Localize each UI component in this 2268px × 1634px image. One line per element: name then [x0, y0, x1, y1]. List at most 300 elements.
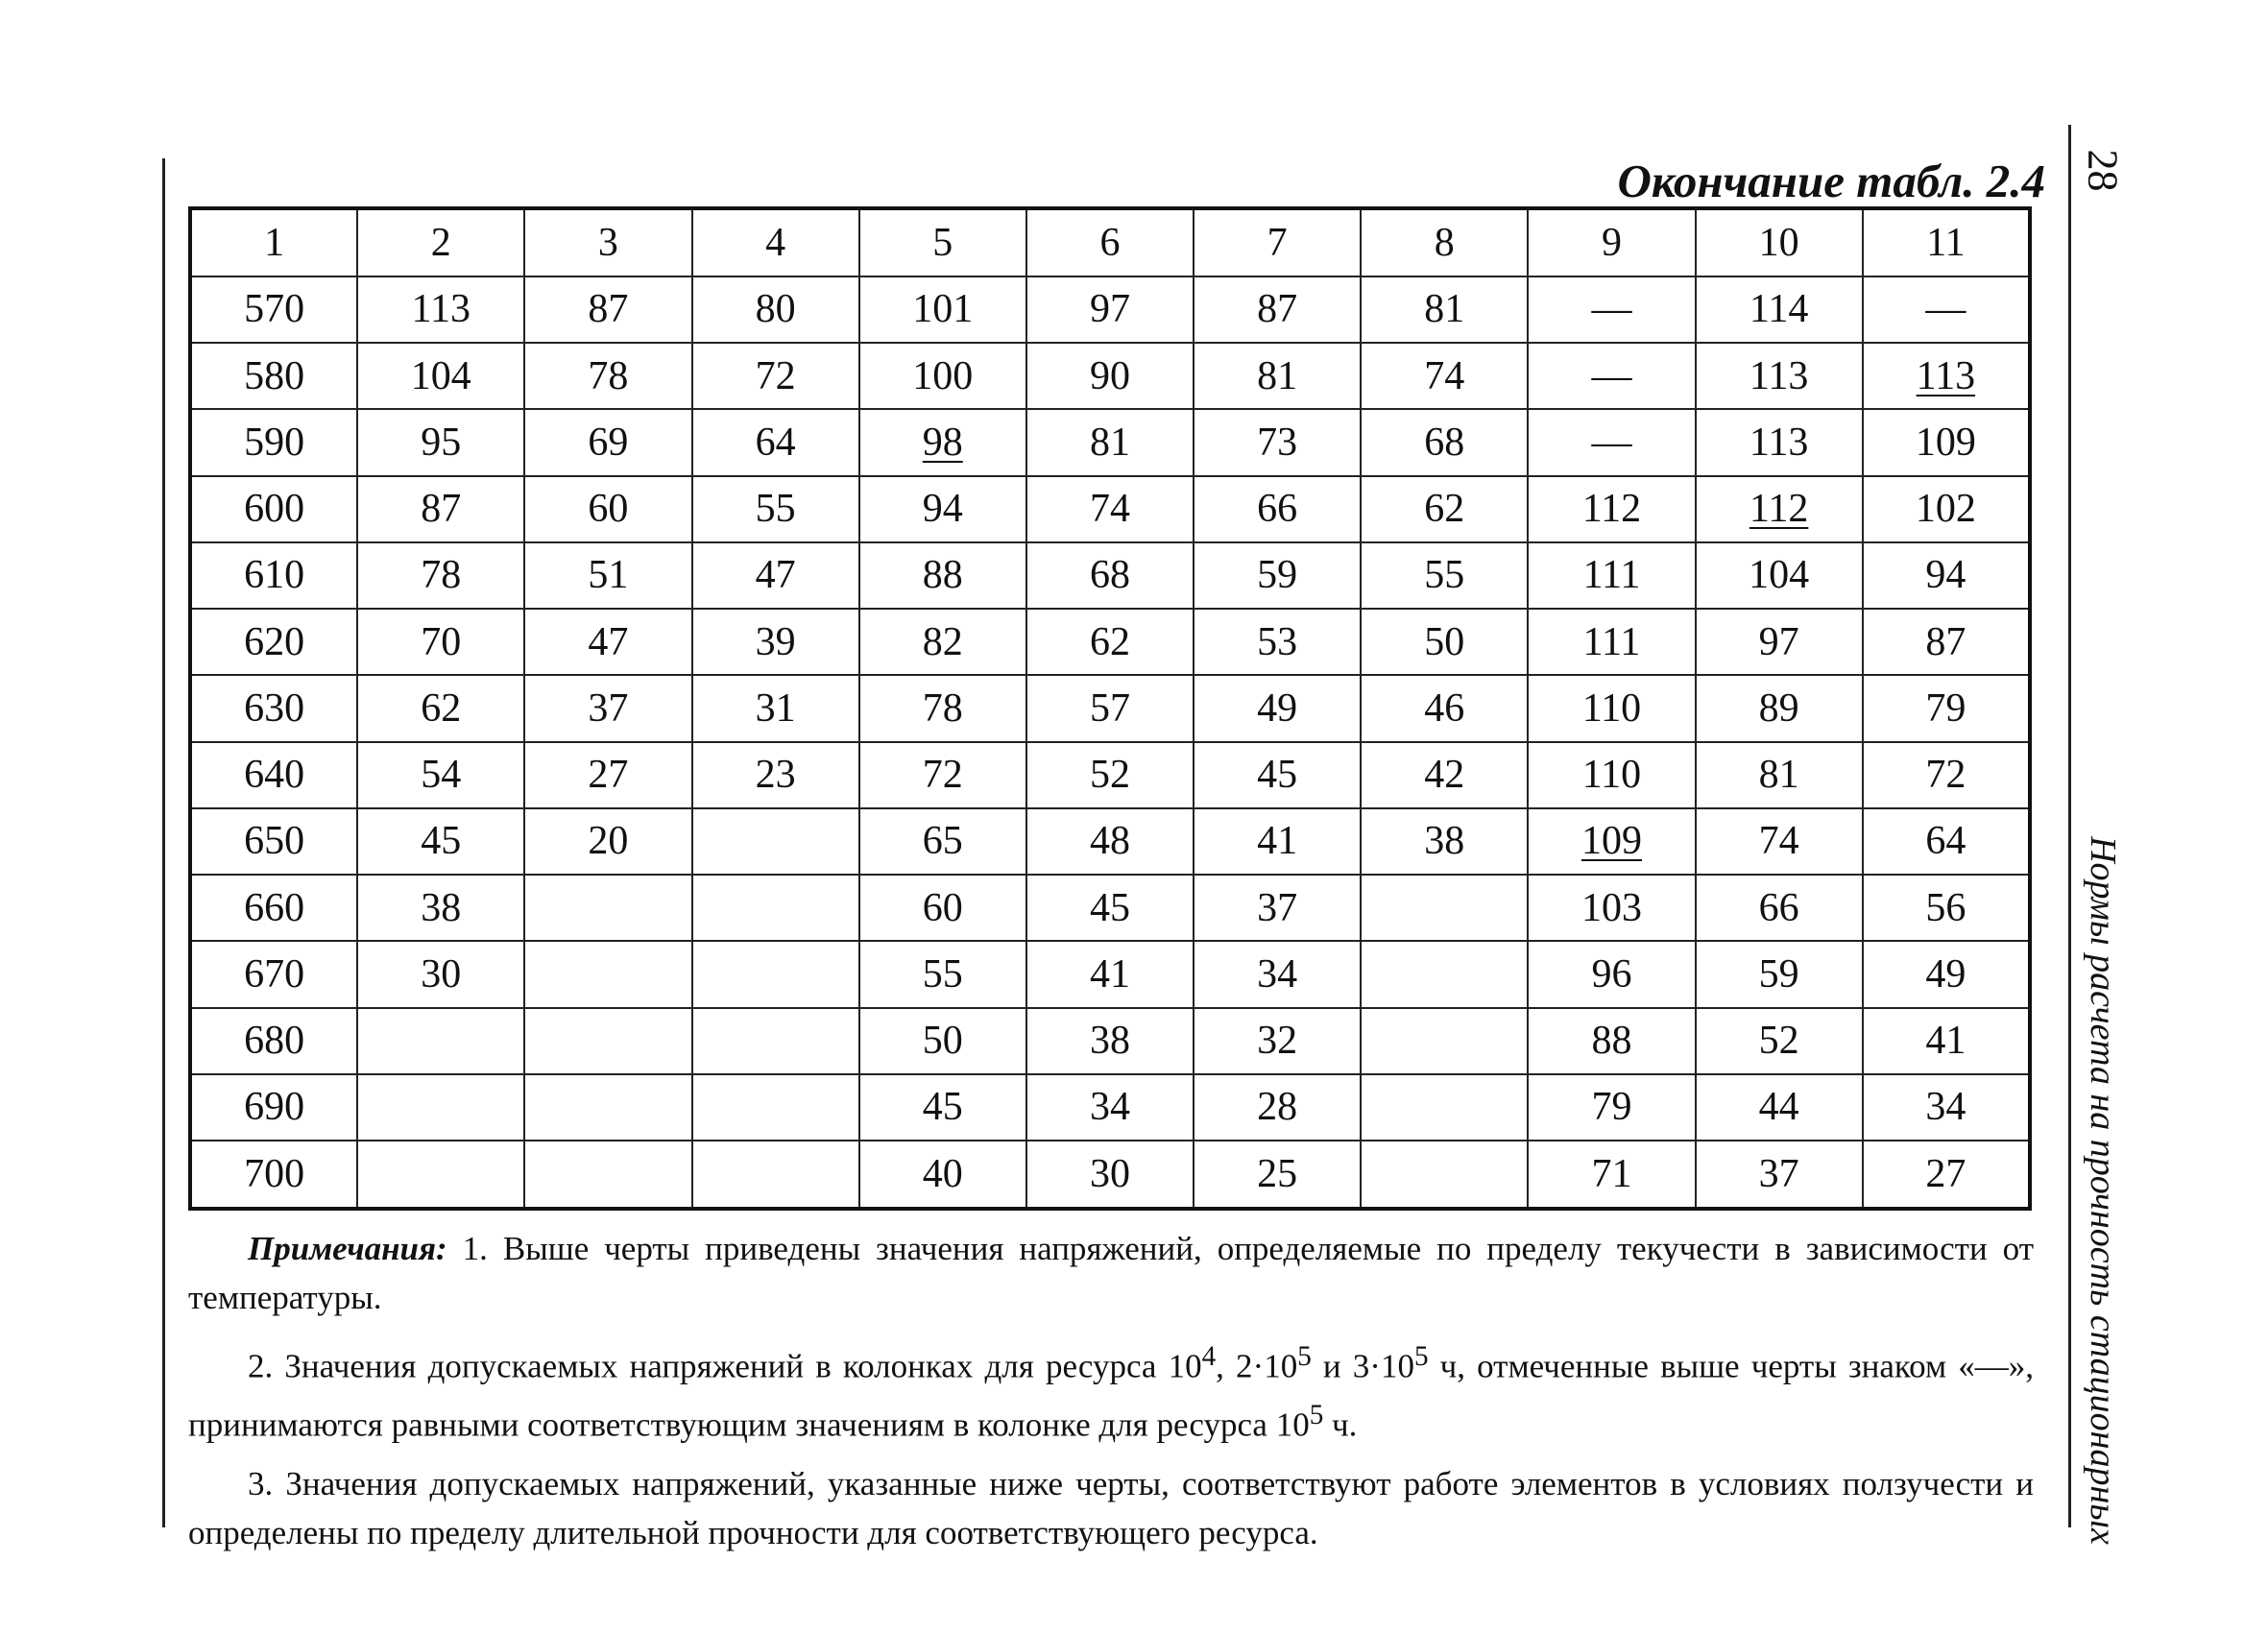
stress-cell	[859, 409, 1026, 475]
stress-cell	[692, 742, 859, 808]
temperature-cell	[190, 609, 357, 675]
left-margin-rule	[162, 158, 165, 1527]
stress-cell	[1194, 343, 1361, 409]
cell-value: 72	[922, 753, 963, 798]
stress-cell	[524, 1008, 691, 1074]
stress-cell	[1026, 675, 1194, 741]
cell-value: 69	[588, 420, 629, 465]
stress-cell	[357, 1141, 524, 1209]
temperature-cell	[190, 875, 357, 941]
table-row	[190, 609, 2030, 675]
stress-cell	[357, 542, 524, 609]
cell-value: 66	[1758, 885, 1799, 930]
cell-value: 104	[1749, 553, 1810, 598]
cell-value: 42	[1424, 753, 1465, 798]
cell-value: 49	[1257, 685, 1298, 731]
stress-cell	[1528, 675, 1695, 741]
stress-cell	[692, 675, 859, 741]
cell-value: 81	[1257, 353, 1298, 398]
stress-cell	[1696, 276, 1863, 343]
table-row	[190, 409, 2030, 475]
running-head	[2074, 836, 2132, 1545]
stress-cell	[1528, 476, 1695, 542]
cell-value: 78	[421, 553, 462, 598]
stress-cell	[1026, 742, 1194, 808]
stress-cell	[1194, 476, 1361, 542]
stress-cell	[1528, 343, 1695, 409]
cell-value: 39	[755, 619, 796, 664]
cell-value: 50	[1424, 619, 1465, 664]
cell-value: 41	[1257, 819, 1298, 864]
cell-value: 25	[1257, 1152, 1298, 1197]
cell-value: 68	[1089, 553, 1130, 598]
cell-value: 60	[922, 885, 963, 930]
cell-value: 50	[922, 1019, 963, 1064]
cell-value: —	[1591, 420, 1632, 465]
cell-value: 55	[922, 951, 963, 997]
cell-value: 45	[922, 1085, 963, 1130]
stress-cell	[357, 1008, 524, 1074]
running-head-text: Нормы расчета на прочность стационарных	[2083, 836, 2124, 1545]
stress-cell	[1863, 875, 2030, 941]
stress-cell	[1361, 1074, 1528, 1141]
stress-cell	[1026, 1074, 1194, 1141]
table-row	[190, 343, 2030, 409]
stress-cell	[1528, 808, 1695, 875]
cell-value: —	[1591, 287, 1632, 332]
note-3	[188, 1459, 2034, 1557]
cell-value: 620	[244, 619, 305, 664]
stress-cell	[692, 941, 859, 1007]
header-cell: 7	[1194, 208, 1361, 276]
table-row	[190, 542, 2030, 609]
cell-value: 580	[244, 353, 305, 398]
cell-value: 660	[244, 885, 305, 930]
stress-cell	[692, 409, 859, 475]
cell-value: 81	[1424, 287, 1465, 332]
stress-cell	[357, 742, 524, 808]
note-1-text: 1. Выше черты приведены значения напряжений, определяемые по пределу текучести в зависимости от температуры.	[188, 1230, 2034, 1316]
stress-cell	[524, 875, 691, 941]
temperature-cell	[190, 542, 357, 609]
cell-value: 60	[588, 487, 629, 532]
temperature-cell	[190, 343, 357, 409]
stress-cell	[524, 542, 691, 609]
header-cell: 5	[859, 208, 1026, 276]
right-margin-rule	[2068, 125, 2071, 1527]
stress-cell	[524, 808, 691, 875]
stress-cell	[524, 476, 691, 542]
stress-cell	[859, 808, 1026, 875]
cell-value: 111	[1582, 553, 1641, 598]
cell-value: 23	[755, 753, 796, 798]
stress-cell	[1863, 1008, 2030, 1074]
stress-cell	[1026, 542, 1194, 609]
stress-cell	[524, 1141, 691, 1209]
stress-cell	[859, 1141, 1026, 1209]
cell-value: 40	[922, 1152, 963, 1197]
cell-value: 87	[421, 487, 462, 532]
stress-cell	[1696, 609, 1863, 675]
cell-value: 81	[1758, 753, 1799, 798]
temperature-cell	[190, 675, 357, 741]
temperature-cell	[190, 276, 357, 343]
stress-cell	[357, 343, 524, 409]
stress-cell	[524, 742, 691, 808]
cell-value: 101	[912, 287, 974, 332]
stress-cell	[1528, 1008, 1695, 1074]
stress-cell	[1026, 941, 1194, 1007]
stress-cell	[1194, 1074, 1361, 1141]
stress-cell	[692, 1008, 859, 1074]
table-row	[190, 808, 2030, 875]
cell-value: 670	[244, 951, 305, 997]
stress-cell	[1026, 1141, 1194, 1209]
cell-value: 55	[755, 487, 796, 532]
cell-value: 74	[1424, 353, 1465, 398]
stress-cell	[859, 875, 1026, 941]
cell-value: 59	[1257, 553, 1298, 598]
cell-value: 590	[244, 420, 305, 465]
stress-cell	[1528, 941, 1695, 1007]
cell-value: 30	[1089, 1152, 1130, 1197]
stress-cell	[859, 276, 1026, 343]
cell-value: 570	[244, 287, 305, 332]
stress-cell	[357, 875, 524, 941]
stress-cell	[1026, 609, 1194, 675]
stress-cell	[1696, 742, 1863, 808]
cell-value: 78	[588, 353, 629, 398]
table-row	[190, 476, 2030, 542]
cell-value: 650	[244, 819, 305, 864]
cell-value: 80	[755, 287, 796, 332]
stress-cell	[1528, 276, 1695, 343]
cell-value: 37	[1257, 885, 1298, 930]
stress-cell	[1361, 1141, 1528, 1209]
cell-value: 27	[1925, 1152, 1966, 1197]
stress-cell	[1696, 409, 1863, 475]
cell-value: 109	[1580, 819, 1642, 864]
note-2-sup-1: 4	[1201, 1341, 1217, 1372]
stress-cell	[1863, 343, 2030, 409]
stress-cell	[1696, 1008, 1863, 1074]
temperature-cell	[190, 1074, 357, 1141]
cell-value: 31	[755, 685, 796, 731]
note-2-text-a: 2. Значения допускаемых напряжений в колонках для ресурса 10	[248, 1347, 1202, 1385]
header-cell: 9	[1528, 208, 1695, 276]
stress-cell	[524, 276, 691, 343]
stress-cell	[1361, 742, 1528, 808]
table-row	[190, 875, 2030, 941]
page-number	[2074, 136, 2132, 204]
stress-cell	[1361, 276, 1528, 343]
temperature-cell	[190, 1141, 357, 1209]
cell-value: 44	[1758, 1085, 1799, 1130]
note-3-text: 3. Значения допускаемых напряжений, указанные ниже черты, соответствуют работе элементов в условиях ползучести и определены по пределу длительной прочности для соответствующего ресурса.	[188, 1465, 2034, 1552]
cell-value: 30	[421, 951, 462, 997]
stress-cell	[1528, 875, 1695, 941]
cell-value: 53	[1257, 619, 1298, 664]
temperature-cell	[190, 742, 357, 808]
cell-value: 102	[1915, 487, 1976, 532]
stress-cell	[1194, 1008, 1361, 1074]
header-cell: 3	[524, 208, 691, 276]
temperature-cell	[190, 409, 357, 475]
cell-value: 64	[1925, 819, 1966, 864]
cell-value: 38	[421, 885, 462, 930]
cell-value: 38	[1424, 819, 1465, 864]
temperature-cell	[190, 476, 357, 542]
notes-block	[188, 1224, 2034, 1568]
stress-cell	[1026, 343, 1194, 409]
cell-value: 46	[1424, 685, 1465, 731]
stress-cell	[1361, 609, 1528, 675]
cell-value: 112	[1749, 487, 1809, 532]
stress-cell	[1361, 875, 1528, 941]
page-number-text: 28	[2079, 149, 2127, 191]
stress-cell	[1863, 742, 2030, 808]
note-2-text-d: ч, отмеченные выше черты знаком «—», принимаются равными соответствующим значениям в колонке для ресурса 10	[188, 1347, 2035, 1444]
table-row	[190, 675, 2030, 741]
header-row	[190, 208, 2030, 276]
cell-value: 70	[421, 619, 462, 664]
cell-value: 74	[1089, 487, 1130, 532]
cell-value: 87	[1925, 619, 1966, 664]
stress-cell	[1528, 1141, 1695, 1209]
cell-value: 62	[421, 685, 462, 731]
stress-cell	[859, 609, 1026, 675]
stress-cell	[1863, 808, 2030, 875]
stress-cell	[357, 609, 524, 675]
cell-value: 87	[588, 287, 629, 332]
cell-value: 90	[1089, 353, 1130, 398]
cell-value: 97	[1089, 287, 1130, 332]
stress-cell	[1863, 1074, 2030, 1141]
cell-value: 47	[755, 553, 796, 598]
cell-value: 680	[244, 1019, 305, 1064]
cell-value: 700	[244, 1152, 305, 1197]
note-2-sup-2: 5	[1297, 1341, 1312, 1372]
cell-value: 45	[1257, 753, 1298, 798]
cell-value: 110	[1581, 753, 1642, 798]
stress-cell	[1863, 276, 2030, 343]
stress-cell	[1696, 542, 1863, 609]
cell-value: 79	[1925, 685, 1966, 731]
cell-value: 630	[244, 685, 305, 731]
stress-cell	[692, 875, 859, 941]
cell-value: 112	[1581, 487, 1642, 532]
note-2-text-c: и 3·10	[1311, 1347, 1414, 1385]
stress-cell	[1361, 941, 1528, 1007]
stress-cell	[524, 609, 691, 675]
note-2-text-e: ч.	[1323, 1406, 1358, 1444]
cell-value: 600	[244, 487, 305, 532]
cell-value: 104	[410, 353, 471, 398]
header-cell: 4	[692, 208, 859, 276]
table-row	[190, 1074, 2030, 1141]
cell-value: 690	[244, 1085, 305, 1130]
cell-value: 64	[755, 420, 796, 465]
table-caption: Окончание табл. 2.4	[1617, 155, 2045, 207]
cell-value: 74	[1758, 819, 1799, 864]
cell-value: 37	[1758, 1152, 1799, 1197]
note-2-text-b: , 2·10	[1216, 1347, 1298, 1385]
stress-table-body	[190, 208, 2030, 1209]
stress-cell	[1696, 476, 1863, 542]
cell-value: 113	[1916, 353, 1976, 398]
cell-value: 72	[1925, 753, 1966, 798]
cell-value: 111	[1582, 619, 1641, 664]
stress-cell	[1696, 808, 1863, 875]
stress-cell	[692, 609, 859, 675]
note-1	[188, 1224, 2034, 1322]
cell-value: 27	[588, 753, 629, 798]
cell-value: 57	[1089, 685, 1130, 731]
cell-value: 640	[244, 753, 305, 798]
stress-cell	[1528, 742, 1695, 808]
cell-value: 113	[1749, 420, 1809, 465]
cell-value: 65	[922, 819, 963, 864]
cell-value: 47	[588, 619, 629, 664]
cell-value: 89	[1758, 685, 1799, 731]
cell-value: 100	[912, 353, 974, 398]
stress-cell	[1026, 276, 1194, 343]
stress-cell	[1194, 742, 1361, 808]
cell-value: 52	[1089, 753, 1130, 798]
cell-value: 62	[1089, 619, 1130, 664]
cell-value: 41	[1089, 951, 1130, 997]
stress-cell	[859, 941, 1026, 1007]
stress-cell	[1194, 675, 1361, 741]
cell-value: 48	[1089, 819, 1130, 864]
stress-cell	[1863, 609, 2030, 675]
stress-cell	[1026, 875, 1194, 941]
stress-cell	[524, 343, 691, 409]
cell-value: 88	[1591, 1019, 1632, 1064]
stress-cell	[1696, 343, 1863, 409]
stress-cell	[524, 1074, 691, 1141]
cell-value: 98	[922, 420, 963, 465]
stress-cell	[357, 276, 524, 343]
stress-table	[188, 206, 2032, 1211]
cell-value: 34	[1257, 951, 1298, 997]
stress-cell	[1026, 808, 1194, 875]
stress-cell	[692, 276, 859, 343]
cell-value: 87	[1257, 287, 1298, 332]
stress-cell	[859, 1074, 1026, 1141]
cell-value: —	[1591, 353, 1632, 398]
temperature-cell	[190, 808, 357, 875]
stress-cell	[859, 1008, 1026, 1074]
cell-value: 72	[755, 353, 796, 398]
stress-cell	[1026, 1008, 1194, 1074]
stress-cell	[1194, 609, 1361, 675]
table-row	[190, 742, 2030, 808]
cell-value: 113	[411, 287, 470, 332]
stress-cell	[1863, 675, 2030, 741]
stress-cell	[1026, 476, 1194, 542]
cell-value: 37	[588, 685, 629, 731]
header-cell: 10	[1696, 208, 1863, 276]
notes-label: Примечания:	[248, 1230, 447, 1267]
stress-cell	[692, 808, 859, 875]
stress-cell	[357, 808, 524, 875]
cell-value: 94	[922, 487, 963, 532]
stress-cell	[1863, 409, 2030, 475]
stress-cell	[692, 476, 859, 542]
cell-value: —	[1925, 287, 1966, 332]
cell-value: 51	[588, 553, 629, 598]
stress-cell	[859, 675, 1026, 741]
stress-cell	[1696, 675, 1863, 741]
cell-value: 45	[1089, 885, 1130, 930]
temperature-cell	[190, 1008, 357, 1074]
stress-cell	[1194, 875, 1361, 941]
cell-value: 113	[1749, 353, 1809, 398]
stress-cell	[1194, 409, 1361, 475]
stress-cell	[357, 675, 524, 741]
cell-value: 54	[421, 753, 462, 798]
stress-cell	[524, 409, 691, 475]
cell-value: 610	[244, 553, 305, 598]
stress-cell	[1696, 1141, 1863, 1209]
cell-value: 62	[1424, 487, 1465, 532]
stress-cell	[1863, 476, 2030, 542]
stress-cell	[524, 941, 691, 1007]
stress-cell	[357, 941, 524, 1007]
stress-cell	[1194, 941, 1361, 1007]
stress-cell	[1863, 542, 2030, 609]
stress-cell	[1361, 1008, 1528, 1074]
stress-cell	[859, 476, 1026, 542]
stress-cell	[692, 343, 859, 409]
stress-cell	[1361, 542, 1528, 609]
note-2	[188, 1333, 2034, 1449]
stress-cell	[692, 542, 859, 609]
cell-value: 34	[1925, 1085, 1966, 1130]
cell-value: 88	[922, 553, 963, 598]
stress-cell	[1361, 808, 1528, 875]
stress-cell	[692, 1141, 859, 1209]
cell-value: 32	[1257, 1019, 1298, 1064]
header-cell: 8	[1361, 208, 1528, 276]
stress-cell	[692, 1074, 859, 1141]
note-2-sup-3: 5	[1413, 1341, 1429, 1372]
cell-value: 28	[1257, 1085, 1298, 1130]
cell-value: 20	[588, 819, 629, 864]
cell-value: 56	[1925, 885, 1966, 930]
cell-value: 34	[1089, 1085, 1130, 1130]
stress-cell	[859, 542, 1026, 609]
stress-cell	[357, 409, 524, 475]
cell-value: 71	[1591, 1152, 1632, 1197]
cell-value: 109	[1915, 420, 1976, 465]
cell-value: 79	[1591, 1085, 1632, 1130]
cell-value: 59	[1758, 951, 1799, 997]
stress-cell	[1696, 941, 1863, 1007]
cell-value: 114	[1749, 287, 1809, 332]
cell-value: 95	[421, 420, 462, 465]
cell-value: 110	[1581, 685, 1642, 731]
stress-cell	[1361, 476, 1528, 542]
header-cell: 11	[1863, 208, 2030, 276]
table-row	[190, 276, 2030, 343]
cell-value: 78	[922, 685, 963, 731]
stress-cell	[1361, 675, 1528, 741]
cell-value: 55	[1424, 553, 1465, 598]
stress-cell	[1194, 542, 1361, 609]
temperature-cell	[190, 941, 357, 1007]
